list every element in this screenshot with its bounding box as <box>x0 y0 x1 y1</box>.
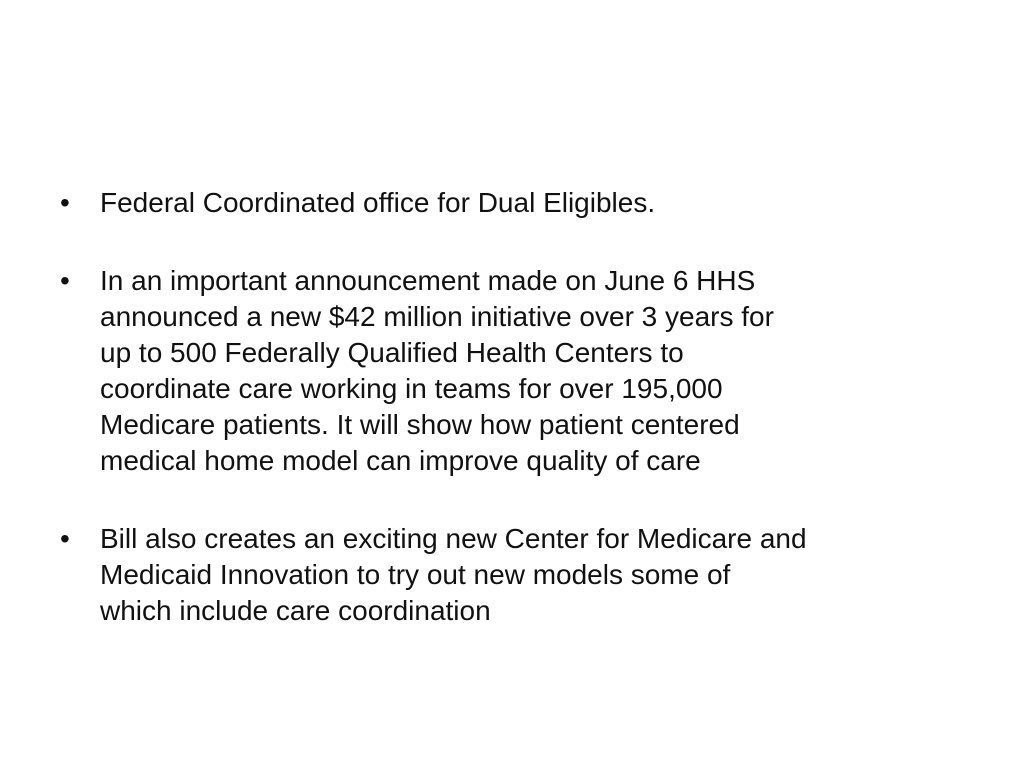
bullet-text <box>100 521 980 629</box>
text-line: announced a new $42 million initiative over 3 years for <box>100 301 774 332</box>
bullet-icon: • <box>60 265 70 296</box>
bullet-icon: • <box>60 187 70 218</box>
bullet-icon: • <box>60 523 70 554</box>
text-line: Medicare patients. It will show how patient centered <box>100 409 740 440</box>
bullet-item-3 <box>60 521 980 629</box>
text-line: coordinate care working in teams for over 195,000 <box>100 373 723 404</box>
bullet-text <box>100 263 980 479</box>
bullet-item-1 <box>60 185 980 221</box>
text-line: Medicaid Innovation to try out new models some of <box>100 559 731 590</box>
text-line: which include care coordination <box>100 595 491 626</box>
text-line: Federal Coordinated office for Dual Eligibles. <box>100 187 656 218</box>
text-line: Bill also creates an exciting new Center for Medicare and <box>100 523 807 554</box>
text-line: up to 500 Federally Qualified Health Centers to <box>100 337 684 368</box>
bullet-text <box>100 185 980 221</box>
bullet-list <box>60 185 980 671</box>
text-line: In an important announcement made on June 6 HHS <box>100 265 756 296</box>
text-line: medical home model can improve quality of care <box>100 445 701 476</box>
bullet-item-2 <box>60 263 980 479</box>
